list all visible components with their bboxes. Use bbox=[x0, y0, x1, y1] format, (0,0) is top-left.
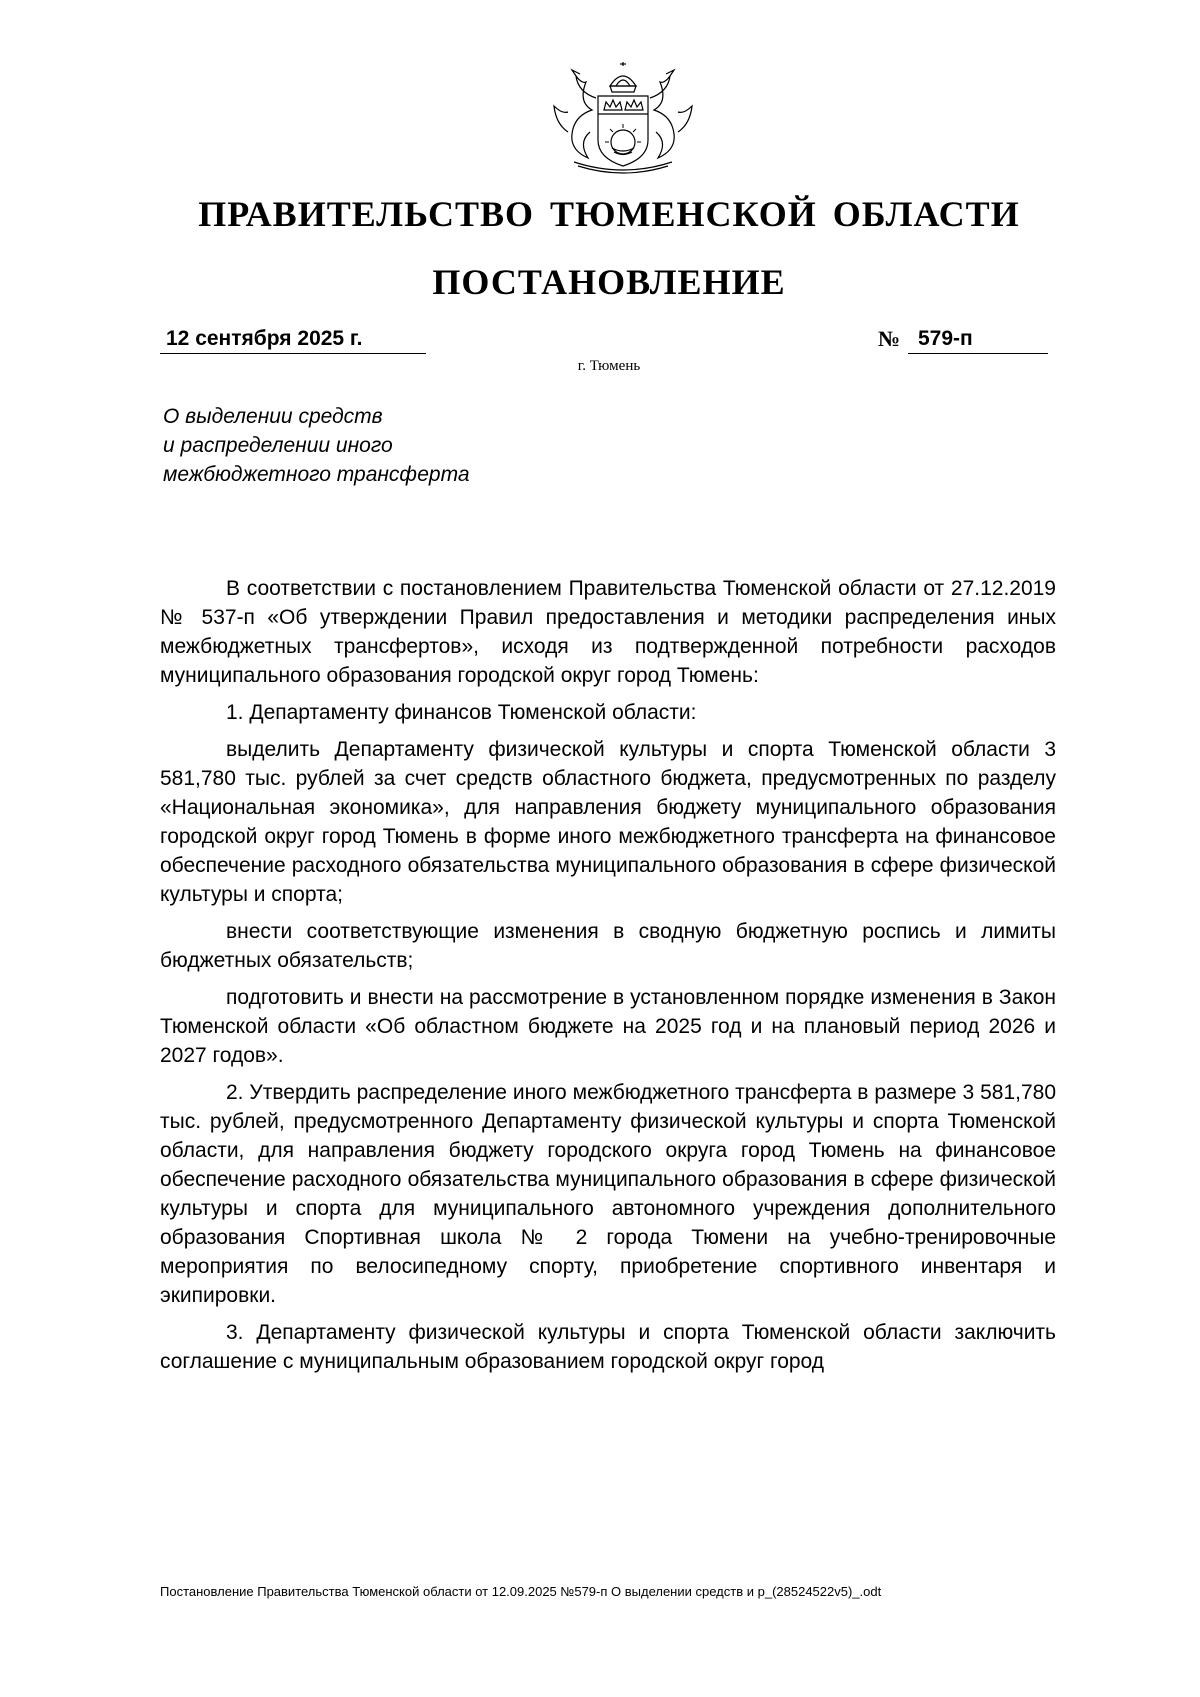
document-subject bbox=[163, 402, 583, 489]
body-paragraph: В соответствии с постановлением Правительства Тюменской области от 27.12.2019 № 537-п «Об утверждении Правил предоставления и методики распределения иных межбюджетных трансфертов», исходя из подтвержденной потребности расходов муниципального образования городской округ город Тюмень: bbox=[160, 577, 1056, 687]
body-paragraph: подготовить и внести на рассмотрение в установленном порядке изменения в Закон Тюменской области «Об областном бюджете на 2025 год и на плановый период 2026 и 2027 годов». bbox=[160, 986, 1056, 1067]
government-title: ПРАВИТЕЛЬСТВО ТЮМЕНСКОЙ ОБЛАСТИ bbox=[198, 194, 1020, 234]
document-number-label: № bbox=[878, 326, 901, 351]
subject-line: О выделении средств bbox=[163, 405, 383, 428]
body-paragraph: внести соответствующие изменения в сводную бюджетную роспись и лимиты бюджетных обязательств; bbox=[160, 920, 1056, 972]
document-city: г. Тюмень bbox=[577, 358, 641, 374]
document-date: 12 сентября 2025 г. bbox=[166, 327, 363, 350]
document-number-field bbox=[908, 325, 1048, 354]
document-number: 579-п bbox=[918, 327, 973, 350]
tyumen-region-coat-of-arms-icon bbox=[548, 62, 698, 174]
subject-line: межбюджетного трансферта bbox=[163, 463, 470, 486]
document-body bbox=[160, 574, 1056, 1384]
document-kind-title: ПОСТАНОВЛЕНИЕ bbox=[432, 262, 786, 302]
subject-line: и распределении иного bbox=[163, 434, 393, 457]
body-paragraph: 2. Утвердить распределение иного межбюджетного трансферта в размере 3 581,780 тыс. рублей, предусмотренного Департаменту физической культуры и спорта Тюменской области, для направления бюджету городского округа город Тюмень на финансовое обеспечение расходного обязательства муниципального образования в сфере физической культуры и спорта для муниципального автономного учреждения дополнительного образования Спортивная школа № 2 города Тюмени на учебно-тренировочные мероприятия по велосипедному спорту, приобретение спортивного инвентаря и экипировки. bbox=[160, 1081, 1056, 1307]
document-date-field bbox=[160, 325, 426, 354]
page-footer: Постановление Правительства Тюменской области от 12.09.2025 №579-п О выделении средств и р_(28524522v5)_.odt bbox=[160, 1584, 882, 1599]
body-paragraph: 3. Департаменту физической культуры и спорта Тюменской области заключить соглашение с муниципальным образованием городской округ город bbox=[160, 1321, 1056, 1373]
body-paragraph: 1. Департаменту финансов Тюменской области: bbox=[226, 701, 697, 724]
body-paragraph: выделить Департаменту физической культуры и спорта Тюменской области 3 581,780 тыс. рублей за счет средств областного бюджета, предусмотренных по разделу «Национальная экономика», для направления бюджету муниципального образования городской округ город Тюмень в форме иного межбюджетного трансферта на финансовое обеспечение расходного обязательства муниципального образования в сфере физической культуры и спорта; bbox=[160, 738, 1056, 906]
